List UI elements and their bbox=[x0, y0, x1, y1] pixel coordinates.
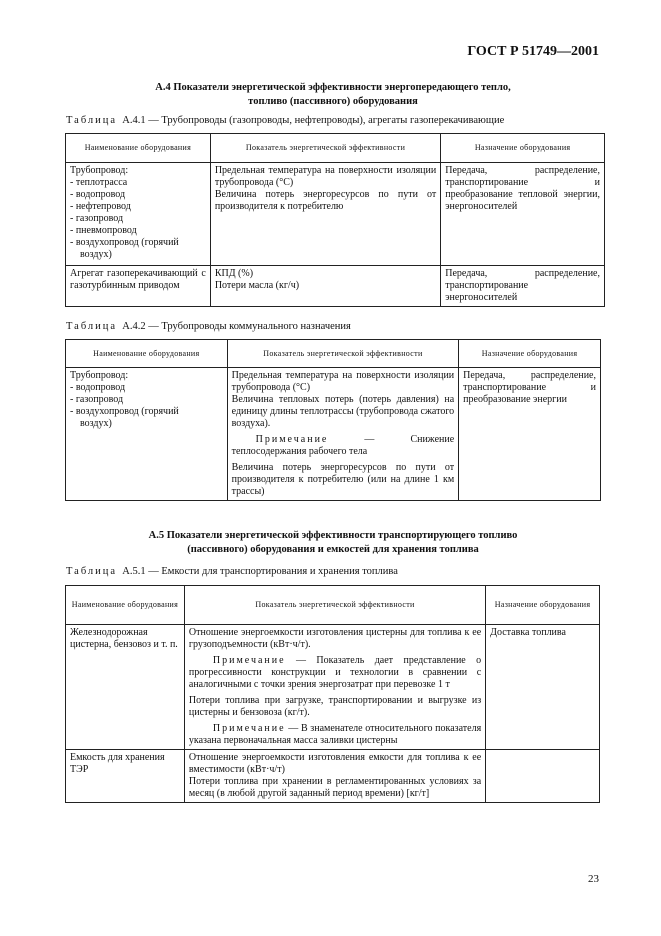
section-a4-title: А.4 Показатели энергетической эффективности энергопередающего тепло, топливо (пассивного) оборудования bbox=[155, 82, 511, 107]
section-a5-title: А.5 Показатели энергетической эффективности транспортирующего топливо (пассивного) оборудования и емкостей для хранения топлива bbox=[148, 530, 518, 555]
equipment-cell: Агрегат газоперекачивающий с газотурбинным приводом bbox=[66, 266, 211, 307]
table-a41-caption: Таблица А.4.1 — Трубопроводы (газопроводы, нефтепроводы), агрегаты газоперекачивающие bbox=[66, 115, 505, 126]
indicator-cell: Отношение энергоемкости изготовления цистерны для топлива к ее грузоподъемности (кВт·ч/т). Примечание — Показатель дает представление о прогрессивности конструкции и технологии в сравнении с аналогичными с точки зрения энергозатрат при перевозке 1 т Потери топлива при загрузке, транспортировании и выгрузке из цистерны и бензовоза (кг/т). Примечание — В знаменателе относительного показателя указана первоначальная масса заливки цистерны bbox=[184, 625, 485, 750]
document-header: ГОСТ Р 51749—2001 bbox=[467, 44, 599, 59]
indicator-cell: Отношение энергоемкости изготовления емкости для топлива к ее вместимости (кВт·ч/т) Потери топлива при хранении в регламентированных условиях за месяц (в любой другой заданный период времени) [кг/т] bbox=[184, 750, 485, 803]
equipment-cell: Железнодорожная цистерна, бензовоз и т. п. bbox=[66, 625, 185, 750]
purpose-cell: Передача, распределение, транспортирование и преобразование тепловой энергии, энергоносителей bbox=[441, 163, 605, 266]
indicator-cell: Предельная температура на поверхности изоляции трубопровода (°С) Величина потерь энергоресурсов по пути от производителя к потребителю bbox=[210, 163, 440, 266]
note: Примечание — Снижение теплосодержания рабочего тела bbox=[231, 434, 455, 457]
col-header-indicator: Показатель энергетической эффективности bbox=[210, 134, 440, 163]
equipment-cell: Емкость для хранения ТЭР bbox=[66, 750, 185, 803]
col-header-purpose: Назначение оборудования bbox=[441, 134, 605, 163]
table-row bbox=[66, 163, 605, 266]
indicator-cell: КПД (%) Потери масла (кг/ч) bbox=[210, 266, 440, 307]
table-row bbox=[66, 750, 600, 803]
col-header-equipment: Наименование оборудования bbox=[66, 586, 185, 625]
col-header-indicator: Показатель энергетической эффективности bbox=[227, 340, 459, 368]
col-header-equipment: Наименование оборудования bbox=[66, 134, 211, 163]
table-row bbox=[66, 368, 601, 501]
table-header-row bbox=[66, 340, 601, 368]
purpose-cell: Передача, распределение, транспортирование энергоносителей bbox=[441, 266, 605, 307]
col-header-indicator: Показатель энергетической эффективности bbox=[184, 586, 485, 625]
col-header-equipment: Наименование оборудования bbox=[66, 340, 228, 368]
note: Примечание — В знаменателе относительного показателя указана первоначальная масса заливки цистерны bbox=[188, 723, 482, 746]
page-number: 23 bbox=[588, 873, 599, 885]
table-header-row bbox=[66, 586, 600, 625]
note: Примечание — Показатель дает представление о прогрессивности конструкции и технологии в сравнении с аналогичными с точки зрения энергозатрат при перевозке 1 т bbox=[188, 655, 482, 690]
table-a51-caption: Таблица А.5.1 — Емкости для транспортирования и хранения топлива bbox=[66, 566, 398, 577]
col-header-purpose: Назначение оборудования bbox=[486, 586, 600, 625]
equipment-cell: Трубопровод: - водопровод - газопровод - воздухопровод (горячий воздух) bbox=[66, 368, 228, 501]
col-header-purpose: Назначение оборудования bbox=[459, 340, 601, 368]
table-a42-caption: Таблица А.4.2 — Трубопроводы коммунального назначения bbox=[66, 321, 351, 332]
purpose-cell: Передача, распределение, транспортирование и преобразование энергии bbox=[459, 368, 601, 501]
table-a42 bbox=[65, 339, 601, 501]
purpose-cell bbox=[486, 750, 600, 803]
table-a41 bbox=[65, 133, 605, 307]
indicator-cell: Предельная температура на поверхности изоляции трубопровода (°С) Величина тепловых потерь (потерь давления) на единицу длины теплотрассы (трубопровода сжатого воздуха). Примечание — Снижение теплосодержания рабочего тела Величина потерь энергоресурсов по пути от производителя к потребителю (или на длине 1 км трассы) bbox=[227, 368, 459, 501]
equipment-cell: Трубопровод: - теплотрасса - водопровод - нефтепровод - газопровод - пневмопровод - воздухопровод (горячий воздух) bbox=[66, 163, 211, 266]
table-row bbox=[66, 625, 600, 750]
table-row bbox=[66, 266, 605, 307]
table-header-row bbox=[66, 134, 605, 163]
table-a51 bbox=[65, 585, 600, 803]
purpose-cell: Доставка топлива bbox=[486, 625, 600, 750]
